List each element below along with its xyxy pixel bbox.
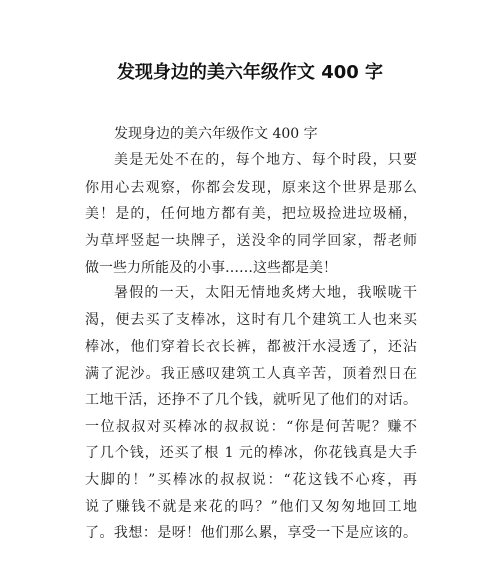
paragraph-2-line-2: 渴，便去买了支棒冰，这时有几个建筑工人也来买: [85, 312, 417, 328]
paragraph-2-line-4: 满了泥沙。我正感叹建筑工人真辛苦，顶着烈日在: [85, 366, 417, 382]
document-subtitle: 发现身边的美六年级作文 400 字: [114, 126, 318, 142]
paragraph-2-line-5: 工地干活，还挣不了几个钱，就听见了他们的对话。: [85, 392, 417, 408]
paragraph-2-line-10: 了。我想：是呀！他们那么累，享受一下是应该的。: [85, 525, 417, 541]
document-title: 发现身边的美六年级作文 400 字: [116, 62, 384, 83]
paragraph-2-line-3: 棒冰，他们穿着长衣长裤，都被汗水浸透了，还沾: [85, 339, 417, 355]
paragraph-1-line-4: 为草坪竖起一块牌子，送没伞的同学回家，帮老师: [85, 233, 417, 249]
paragraph-1-line-5: 做一些力所能及的小事……这些都是美！: [85, 260, 337, 276]
paragraph-2-line-6: 一位叔叔对买棒冰的叔叔说：“你是何苦呢？赚不: [85, 419, 417, 435]
paragraph-2-line-1: 暑假的一天，太阳无情地炙烤大地，我喉咙干: [114, 285, 417, 301]
paragraph-2-line-7: 了几个钱，还买了根 1 元的棒冰，你花钱真是大手: [85, 445, 417, 461]
paragraph-2-line-9: 说了赚钱不就是来花的吗？”他们又匆匆地回工地: [85, 499, 417, 515]
paragraph-1-line-2: 你用心去观察，你都会发现，原来这个世界是那么: [85, 180, 417, 196]
paragraph-1-line-3: 美！是的，任何地方都有美，把垃圾捡进垃圾桶，: [85, 206, 417, 222]
paragraph-2-line-8: 大脚的！”买棒冰的叔叔说：“花这钱不心疼，再: [85, 472, 417, 488]
paragraph-1-line-1: 美是无处不在的，每个地方、每个时段，只要: [114, 152, 417, 168]
